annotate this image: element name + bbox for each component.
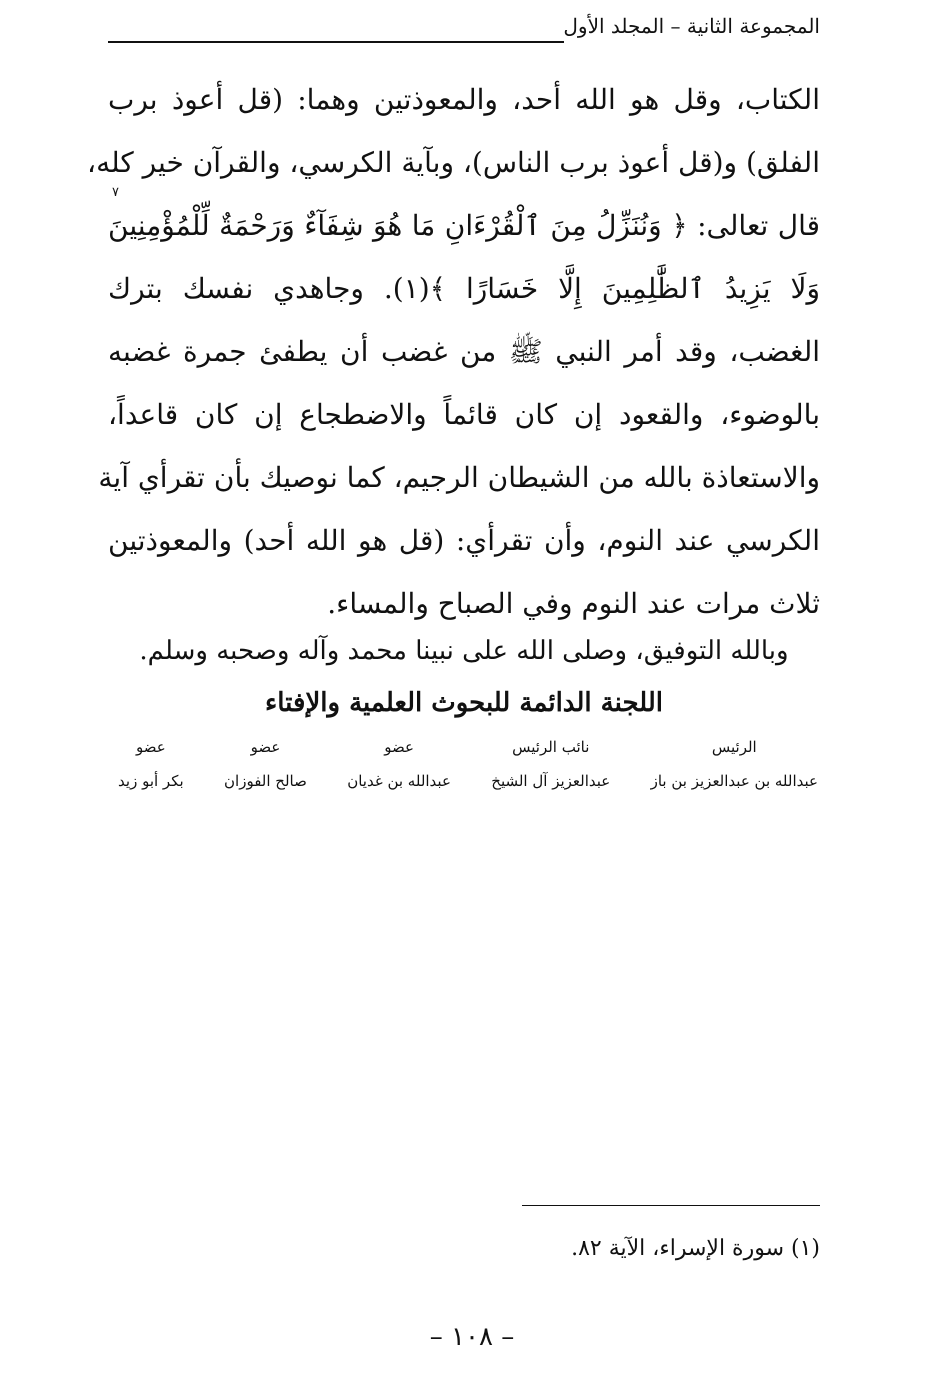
signer-member	[224, 734, 307, 794]
verse-marker: ٧	[112, 185, 119, 200]
closing-line: وبالله التوفيق، وصلى الله على نبينا محمد وآله وصحبه وسلم.	[139, 636, 789, 666]
body-line: الفلق) و(قل أعوذ برب الناس)، وبآية الكرسي، والقرآن خير كله،	[87, 146, 820, 179]
body-line-verse-end: وَلَا يَزِيدُ ٱلظَّٰلِمِينَ إِلَّا خَسَارًا ﴾(١). وجاهدي نفسك بترك	[108, 272, 820, 305]
signer-name: عبدالله بن عبدالعزيز بن باز	[650, 772, 818, 790]
signer-name: عبدالعزيز آل الشيخ	[491, 772, 611, 790]
signer-member	[118, 734, 184, 794]
page-number: – ١٠٨ –	[429, 1322, 515, 1352]
signer-role: الرئيس	[711, 738, 757, 756]
signatories	[118, 734, 818, 794]
signer-vice-president	[491, 734, 610, 794]
body-line: بالوضوء، والقعود إن كان قائماً والاضطجاع إن كان قاعداً،	[108, 398, 820, 431]
body-text	[87, 68, 820, 635]
signer-name: بكر أبو زيد	[118, 772, 184, 790]
footnote: (١) سورة الإسراء، الآية ٨٢.	[571, 1236, 820, 1261]
signer-president	[651, 734, 818, 794]
body-line: الكرسي عند النوم، وأن تقرأي: (قل هو الله أحد) والمعوذتين	[108, 524, 820, 557]
signer-member	[347, 734, 451, 794]
signer-role: عضو	[250, 738, 281, 756]
signer-role: نائب الرئيس	[512, 738, 590, 756]
body-line-last: ثلاث مرات عند النوم وفي الصباح والمساء.	[327, 587, 820, 620]
signer-name: صالح الفوزان	[224, 772, 307, 790]
body-line-verse: قال تعالى: ﴿ وَنُنَزِّلُ مِنَ ٱلْقُرْءَانِ مَا هُوَ شِفَآءٌ وَرَحْمَةٌ لِّلْمُؤْمِنِينَ	[108, 209, 820, 242]
committee-title: اللجنة الدائمة للبحوث العلمية والإفتاء	[265, 688, 663, 718]
body-line: والاستعاذة بالله من الشيطان الرجيم، كما نوصيك بأن تقرأي آية	[98, 461, 820, 494]
running-header: المجموعة الثانية – المجلد الأول	[563, 14, 820, 38]
body-line: الغضب، وقد أمر النبي ﷺ من غضب أن يطفئ جمرة غضبه	[108, 335, 820, 368]
signer-role: عضو	[135, 738, 166, 756]
footnote-rule	[522, 1205, 820, 1206]
body-line: الكتاب، وقل هو الله أحد، والمعوذتين وهما: (قل أعوذ برب	[108, 83, 820, 116]
header-rule	[108, 41, 564, 43]
signer-name: عبدالله بن غديان	[347, 772, 451, 790]
signer-role: عضو	[384, 738, 414, 756]
